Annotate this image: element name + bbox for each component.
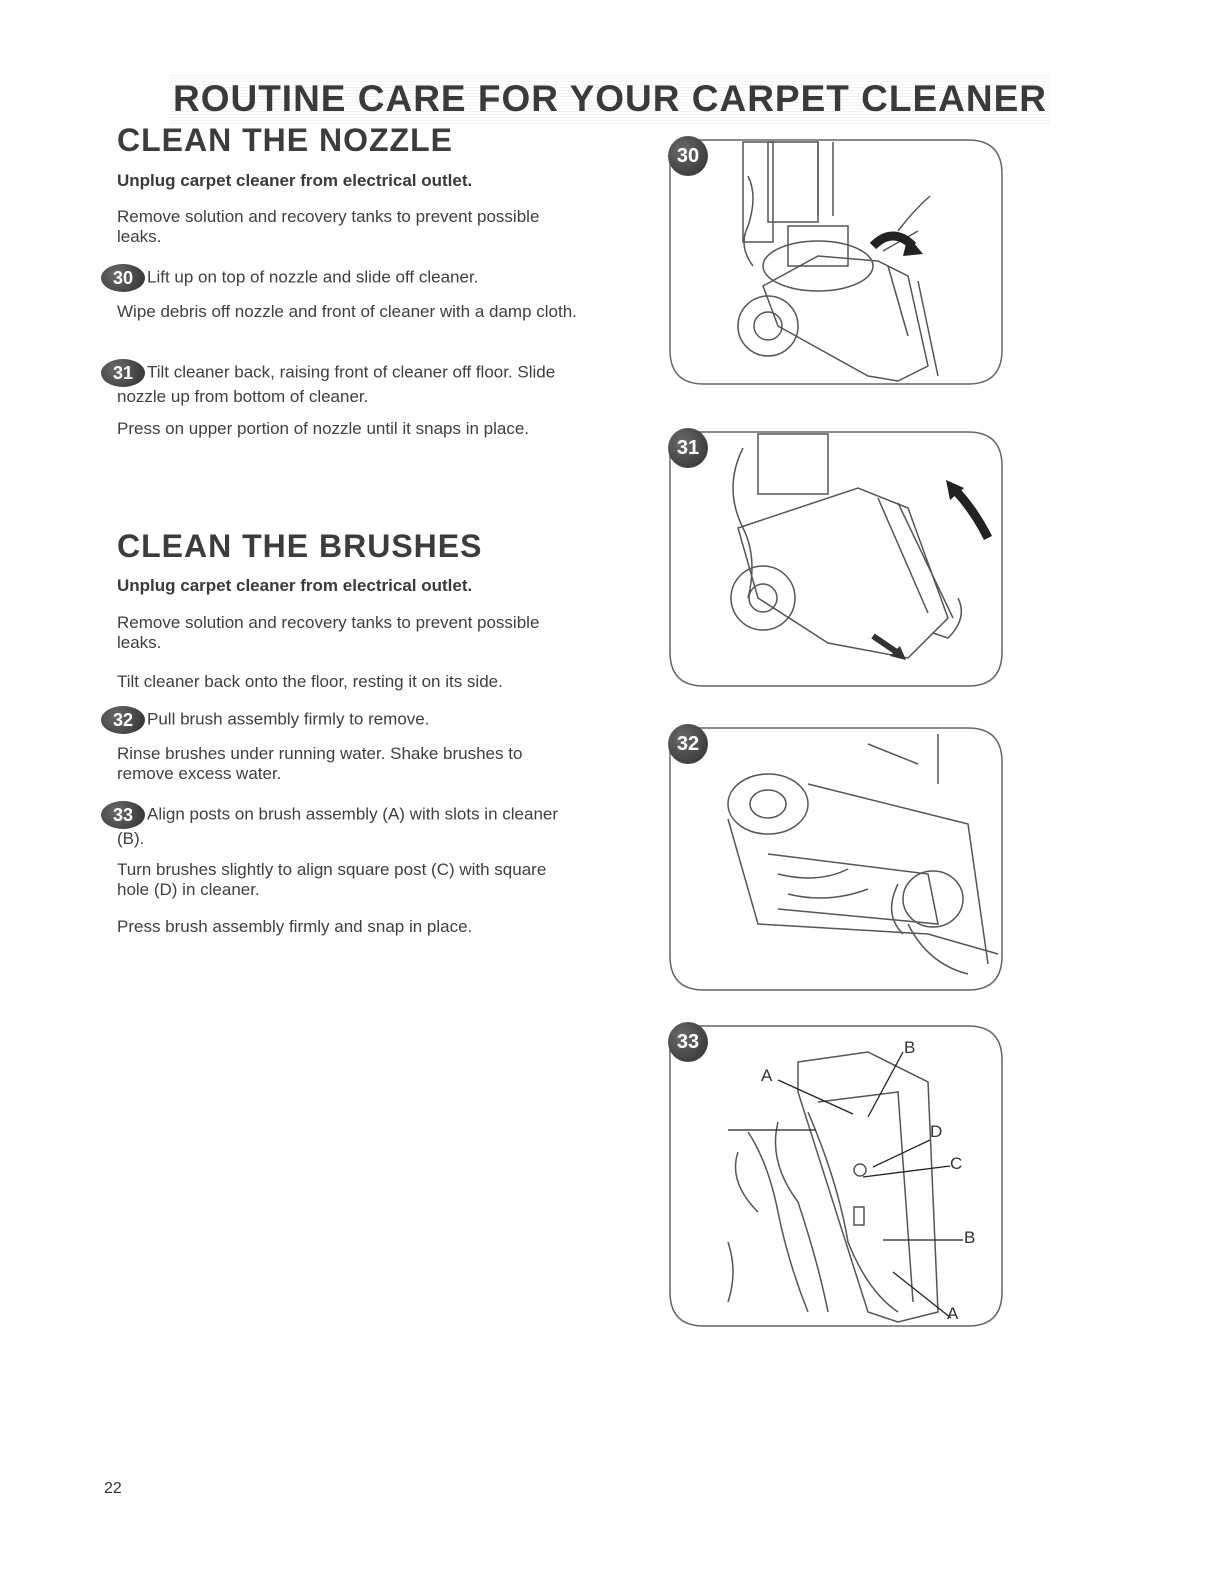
callout-b-top: B bbox=[904, 1038, 916, 1057]
page-number: 22 bbox=[104, 1480, 122, 1497]
callout-b-bottom: B bbox=[964, 1228, 976, 1247]
figure-30-illustration bbox=[668, 136, 1004, 388]
nozzle-heading: CLEAN THE NOZZLE bbox=[117, 122, 453, 158]
figure-31-illustration bbox=[668, 428, 1004, 690]
step-31-badge: 31 bbox=[101, 359, 145, 387]
step-30-text: Lift up on top of nozzle and slide off cleaner. bbox=[147, 267, 479, 287]
step-33-instruction bbox=[112, 801, 582, 849]
figure-31-badge: 31 bbox=[668, 428, 708, 468]
step-32-instruction bbox=[112, 706, 582, 734]
callout-a-top: A bbox=[761, 1066, 773, 1085]
figure-32-badge: 32 bbox=[668, 724, 708, 764]
figure-33 bbox=[668, 1022, 1004, 1330]
nozzle-paragraph-3: Press on upper portion of nozzle until it snaps in place. bbox=[117, 419, 530, 438]
step-30-badge: 30 bbox=[101, 264, 145, 292]
figure-33-badge: 33 bbox=[668, 1022, 708, 1062]
nozzle-paragraph-1: Remove solution and recovery tanks to prevent possible leaks. bbox=[117, 207, 540, 246]
brushes-paragraph-2: Tilt cleaner back onto the floor, resting it on its side. bbox=[117, 672, 503, 691]
brushes-heading: CLEAN THE BRUSHES bbox=[117, 528, 483, 564]
step-33-text: Align posts on brush assembly (A) with slots in cleaner (B). bbox=[117, 804, 559, 848]
step-31-text: Tilt cleaner back, raising front of cleaner off floor. Slide nozzle up from bottom of cleaner. bbox=[117, 362, 556, 406]
figure-32 bbox=[668, 724, 1004, 994]
brushes-paragraph-4: Turn brushes slightly to align square post (C) with square hole (D) in cleaner. bbox=[117, 860, 547, 899]
step-30-instruction bbox=[112, 264, 582, 292]
step-32-badge: 32 bbox=[101, 706, 145, 734]
brushes-warning: Unplug carpet cleaner from electrical outlet. bbox=[117, 576, 473, 595]
figure-33-illustration bbox=[668, 1022, 1004, 1330]
step-31-instruction bbox=[112, 359, 582, 407]
figure-30 bbox=[668, 136, 1004, 388]
nozzle-warning: Unplug carpet cleaner from electrical outlet. bbox=[117, 171, 473, 190]
callout-a-bottom: A bbox=[947, 1304, 959, 1323]
figure-30-badge: 30 bbox=[668, 136, 708, 176]
figure-32-illustration bbox=[668, 724, 1004, 994]
step-33-badge: 33 bbox=[101, 801, 145, 829]
brushes-paragraph-3: Rinse brushes under running water. Shake brushes to remove excess water. bbox=[117, 744, 523, 783]
brushes-paragraph-5: Press brush assembly firmly and snap in place. bbox=[117, 917, 473, 936]
page-title: ROUTINE CARE FOR YOUR CARPET CLEANER bbox=[170, 74, 1050, 124]
nozzle-paragraph-2: Wipe debris off nozzle and front of cleaner with a damp cloth. bbox=[117, 302, 577, 321]
callout-d: D bbox=[930, 1122, 943, 1141]
callout-c: C bbox=[950, 1154, 963, 1173]
figure-31 bbox=[668, 428, 1004, 690]
brushes-paragraph-1: Remove solution and recovery tanks to prevent possible leaks. bbox=[117, 613, 540, 652]
step-32-text: Pull brush assembly firmly to remove. bbox=[147, 709, 430, 729]
